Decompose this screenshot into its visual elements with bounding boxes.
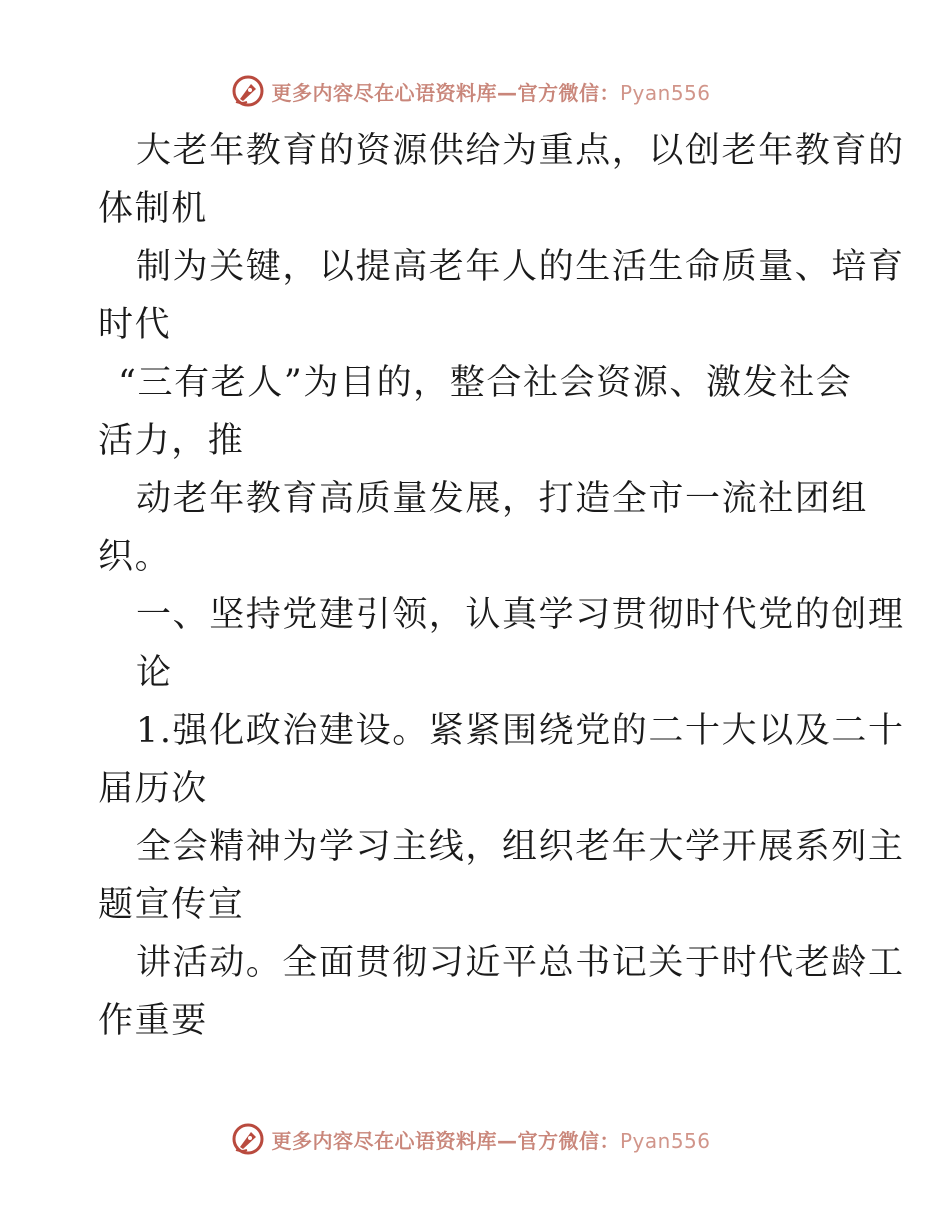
pen-nib-seal-icon xyxy=(231,1122,265,1156)
text-line: 作重要 xyxy=(98,1001,208,1041)
section-heading-continued: 论 xyxy=(136,653,173,693)
page-header-watermark xyxy=(0,69,950,113)
watermark-text xyxy=(271,77,710,106)
watermark-brand: 更多内容尽在心语资料库—官方微信： xyxy=(271,1128,620,1153)
text-line: 全会精神为学习主线，组织老年大学开展系列主 xyxy=(136,827,905,867)
text-line: 织。 xyxy=(98,537,172,577)
text-line: 动老年教育高质量发展，打造全市一流社团组 xyxy=(136,479,869,519)
watermark-wechat-id: Pyan556 xyxy=(619,80,711,105)
page-footer-watermark xyxy=(0,1117,950,1161)
text-line: “三有老人”为目的，整合社会资源、激发社会 xyxy=(118,363,853,403)
watermark xyxy=(231,74,710,108)
watermark-text xyxy=(271,1125,710,1154)
section-heading: 一、坚持党建引领，认真学习贯彻时代党的创理 xyxy=(136,595,905,635)
text-line: 体制机 xyxy=(98,189,208,229)
text-line: 大老年教育的资源供给为重点，以创老年教育的 xyxy=(136,131,905,171)
pen-nib-seal-icon xyxy=(231,74,265,108)
watermark xyxy=(231,1122,710,1156)
text-line: 题宣传宣 xyxy=(98,885,245,925)
text-line: 时代 xyxy=(98,305,172,345)
watermark-brand: 更多内容尽在心语资料库—官方微信： xyxy=(271,80,620,105)
text-line: 活力，推 xyxy=(98,421,245,461)
text-line: 制为关键，以提高老年人的生活生命质量、培育 xyxy=(136,247,905,287)
text-line: 讲活动。全面贯彻习近平总书记关于时代老龄工 xyxy=(136,943,905,983)
text-line: 1.强化政治建设。紧紧围绕党的二十大以及二十 xyxy=(136,711,905,751)
text-line: 届历次 xyxy=(98,769,208,809)
watermark-wechat-id: Pyan556 xyxy=(619,1128,711,1153)
